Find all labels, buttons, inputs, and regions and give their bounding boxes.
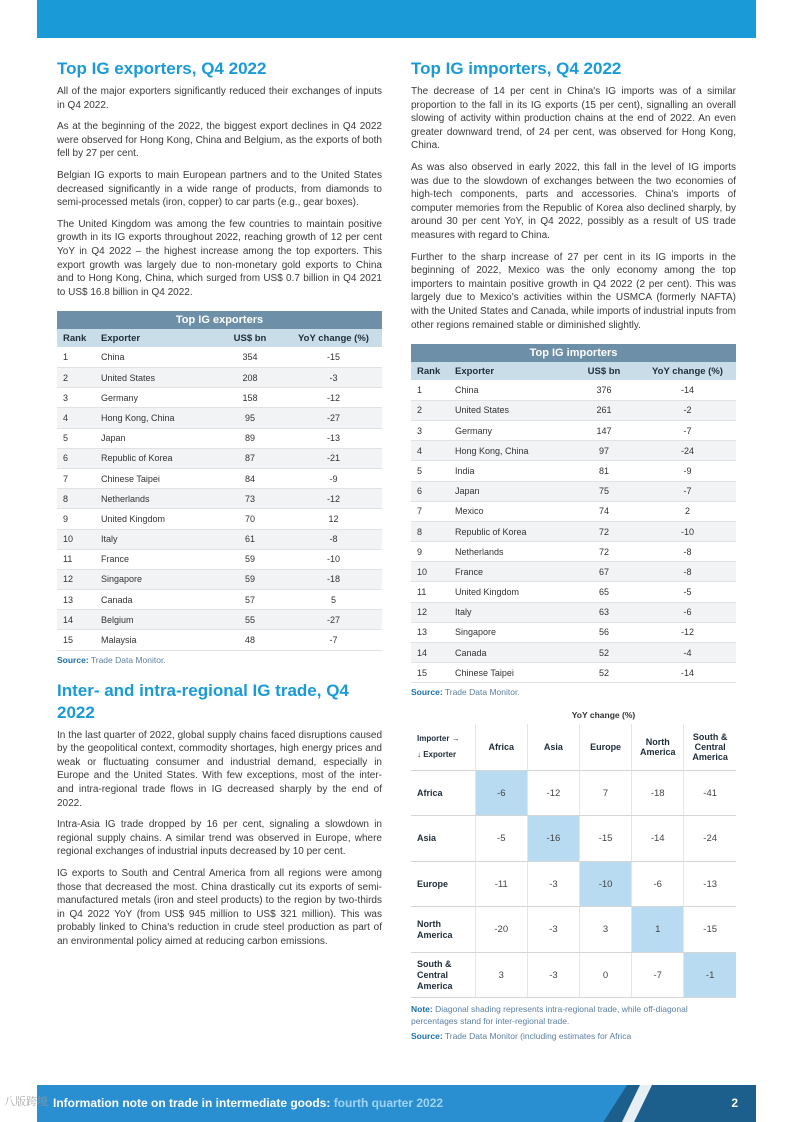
matrix-corner [411, 724, 475, 770]
table-row [411, 602, 736, 622]
table-cell: 7 [57, 468, 97, 488]
table-row [411, 481, 736, 501]
table-cell: 12 [411, 602, 451, 622]
table-cell: Japan [451, 481, 569, 501]
table-cell: 7 [411, 501, 451, 521]
table-cell: -6 [639, 602, 736, 622]
column-header: YoY change (%) [285, 329, 382, 347]
matrix-cell: 3 [580, 907, 632, 953]
table-cell: 12 [285, 509, 382, 529]
table-cell: -27 [285, 408, 382, 428]
table-cell: 57 [215, 590, 285, 610]
paragraph: The decrease of 14 per cent in China's IG imports was of a similar proportion to the fall in its IG exports (15 per cent), signalling an overall slowing of activity within production chains at the end of 2022. An even greater downward trend, of 24 per cent, was observed for Hong Kong, China. [411, 86, 736, 152]
matrix-cell: -41 [684, 770, 736, 816]
source-label: Source: [411, 687, 443, 698]
matrix-row-header: North America [411, 907, 475, 953]
matrix-cell: -5 [475, 816, 527, 862]
table-cell: -2 [639, 400, 736, 420]
paragraph: All of the major exporters significantly reduced their exchanges of inputs in Q4 2022. [57, 86, 382, 111]
table-cell: Canada [97, 590, 215, 610]
paragraph: In the last quarter of 2022, global supply chains faced disruptions caused by the geopolitical context, commodity shortages, high energy prices and weak or fluctuating consumer and industrial demand, especially in Europe and the United States. With few exceptions, most of the inter- and intra-regional trade flows in IG decreased sharply by the end of 2022. [57, 729, 382, 809]
table-cell: -13 [285, 428, 382, 448]
matrix-cell-intra: -10 [580, 861, 632, 907]
matrix-cell: -3 [527, 861, 579, 907]
table-cell: Hong Kong, China [451, 441, 569, 461]
table-cell: 11 [57, 549, 97, 569]
table-cell: 87 [215, 448, 285, 468]
table-cell: Hong Kong, China [97, 408, 215, 428]
matrix-row [411, 816, 736, 862]
table-cell: 15 [411, 663, 451, 683]
table-cell: 376 [569, 380, 639, 400]
table-cell: 74 [569, 501, 639, 521]
matrix-row-header: Africa [411, 770, 475, 816]
table-cell: India [451, 461, 569, 481]
table-row [411, 663, 736, 683]
matrix-cell: 0 [580, 952, 632, 998]
corner-exporter: ↓ Exporter [417, 750, 457, 760]
table-cell: 55 [215, 610, 285, 630]
table-row [411, 461, 736, 481]
table-cell: 95 [215, 408, 285, 428]
footer-title-accent: fourth quarter 2022 [333, 1096, 444, 1110]
note-label: Note: [411, 1004, 433, 1015]
top-importers-table [411, 344, 736, 683]
table-row [411, 380, 736, 400]
table-cell: 13 [411, 622, 451, 642]
table-cell: France [451, 562, 569, 582]
table-cell: -14 [639, 663, 736, 683]
regional-text [57, 729, 382, 949]
table-cell: 3 [57, 388, 97, 408]
table-cell: United States [451, 400, 569, 420]
table-cell: 15 [57, 630, 97, 650]
matrix-cell-intra: 1 [632, 907, 684, 953]
table-row [411, 441, 736, 461]
table-cell: 48 [215, 630, 285, 650]
table-cell: 72 [569, 521, 639, 541]
table-cell: 9 [57, 509, 97, 529]
matrix-title: YoY change (%) [571, 710, 636, 721]
table-cell: -12 [285, 489, 382, 509]
table-cell: 354 [215, 347, 285, 367]
column-header: YoY change (%) [639, 362, 736, 380]
importers-heading: Top IG importers, Q4 2022 [411, 59, 622, 78]
matrix-row [411, 770, 736, 816]
table-cell: 70 [215, 509, 285, 529]
table-cell: Germany [451, 420, 569, 440]
importers-text [411, 85, 736, 332]
table-cell: Netherlands [451, 542, 569, 562]
footer-title-main: Information note on trade in intermediate goods: [53, 1096, 331, 1110]
table-title: Top IG importers [411, 344, 736, 362]
table-cell: 9 [411, 542, 451, 562]
table-row [411, 622, 736, 642]
table-cell: United Kingdom [451, 582, 569, 602]
table-cell: 1 [411, 380, 451, 400]
exporters-heading: Top IG exporters, Q4 2022 [57, 59, 267, 78]
table-cell: 11 [411, 582, 451, 602]
table-row [411, 562, 736, 582]
table-cell: 158 [215, 388, 285, 408]
table-row [57, 448, 382, 468]
table-cell: 89 [215, 428, 285, 448]
watermark: 八版跨境 [4, 1096, 48, 1108]
matrix-note [411, 1004, 736, 1027]
matrix-column-header: Europe [580, 724, 632, 770]
column-header: Exporter [451, 362, 569, 380]
matrix-cell-intra: -6 [475, 770, 527, 816]
table-row [57, 388, 382, 408]
matrix-cell-intra: -1 [684, 952, 736, 998]
matrix-row [411, 907, 736, 953]
table-cell: 72 [569, 542, 639, 562]
matrix-row-header: South & Central America [411, 952, 475, 998]
table-cell: 10 [57, 529, 97, 549]
right-column [411, 58, 736, 1042]
corner-importer: Importer → [417, 734, 460, 744]
table-cell: 1 [57, 347, 97, 367]
table-cell: 65 [569, 582, 639, 602]
table-cell: China [97, 347, 215, 367]
column-header: Rank [57, 329, 97, 347]
table-cell: Singapore [97, 569, 215, 589]
footer-bar [37, 1085, 756, 1122]
table-cell: Italy [451, 602, 569, 622]
table-row [57, 529, 382, 549]
table-cell: 261 [569, 400, 639, 420]
table-cell: -10 [285, 549, 382, 569]
matrix-cell: -6 [632, 861, 684, 907]
matrix-cell: -14 [632, 816, 684, 862]
table-cell: Malaysia [97, 630, 215, 650]
table-cell: 52 [569, 643, 639, 663]
table-cell: 2 [57, 368, 97, 388]
matrix-cell: -24 [684, 816, 736, 862]
table-cell: 61 [215, 529, 285, 549]
table-cell: Canada [451, 643, 569, 663]
table-row [57, 630, 382, 650]
table-cell: 97 [569, 441, 639, 461]
table-cell: 12 [57, 569, 97, 589]
page-number: 2 [731, 1096, 738, 1110]
table-cell: 147 [569, 420, 639, 440]
paragraph: The United Kingdom was among the few countries to maintain positive growth in its IG exports throughout 2022, reaching growth of 12 per cent YoY in Q4 2022 – the highest increase among the top exporters. This export growth was largely due to non-monetary gold exports to China and to Hong Kong, China, which surged from US$ 0.7 billion in Q4 2021 to US$ 16.8 billion in Q4 2022. [57, 218, 382, 298]
table-cell: -9 [639, 461, 736, 481]
table-cell: 52 [569, 663, 639, 683]
matrix-cell: -15 [580, 816, 632, 862]
table-row [57, 509, 382, 529]
matrix-cell: -7 [632, 952, 684, 998]
footer-title [53, 1096, 443, 1110]
note-text: Diagonal shading represents intra-regional trade, while off-diagonal percentages stand for inter-regional trade. [411, 1004, 688, 1026]
column-header: US$ bn [215, 329, 285, 347]
matrix-column-header: Africa [475, 724, 527, 770]
table-cell: -3 [285, 368, 382, 388]
table-cell: -9 [285, 468, 382, 488]
top-banner [37, 0, 756, 38]
table-row [411, 420, 736, 440]
matrix-row-header: Asia [411, 816, 475, 862]
table-cell: 5 [57, 428, 97, 448]
matrix-source [411, 1031, 736, 1042]
table-cell: Germany [97, 388, 215, 408]
table-cell: -18 [285, 569, 382, 589]
table-row [411, 400, 736, 420]
top-exporters-table [57, 311, 382, 650]
table-cell: -10 [639, 521, 736, 541]
table-row [57, 610, 382, 630]
table-row [411, 501, 736, 521]
exporters-source [57, 655, 382, 666]
table-cell: Belgium [97, 610, 215, 630]
table-row [411, 643, 736, 663]
table-cell: Netherlands [97, 489, 215, 509]
matrix-cell: -15 [684, 907, 736, 953]
table-cell: 4 [411, 441, 451, 461]
table-cell: 56 [569, 622, 639, 642]
matrix-row [411, 952, 736, 998]
matrix-cell: 7 [580, 770, 632, 816]
table-row [411, 582, 736, 602]
column-header: Rank [411, 362, 451, 380]
table-cell: 84 [215, 468, 285, 488]
table-cell: -7 [639, 481, 736, 501]
table-cell: Japan [97, 428, 215, 448]
table-row [57, 368, 382, 388]
table-cell: Chinese Taipei [451, 663, 569, 683]
footer-stripe [622, 1085, 652, 1122]
table-cell: 10 [411, 562, 451, 582]
table-row [57, 408, 382, 428]
table-cell: 59 [215, 569, 285, 589]
table-cell: -14 [639, 380, 736, 400]
table-cell: -8 [285, 529, 382, 549]
table-cell: 14 [411, 643, 451, 663]
table-cell: -8 [639, 542, 736, 562]
table-cell: -8 [639, 562, 736, 582]
regional-heading: Inter- and intra-regional IG trade, Q4 2022 [57, 680, 349, 722]
table-cell: -12 [285, 388, 382, 408]
table-cell: 67 [569, 562, 639, 582]
table-cell: China [451, 380, 569, 400]
source-text: Trade Data Monitor (including estimates for Africa [444, 1031, 632, 1042]
table-row [57, 347, 382, 367]
table-row [57, 569, 382, 589]
regional-matrix [411, 710, 736, 1042]
source-label: Source: [57, 654, 89, 665]
table-cell: 2 [411, 400, 451, 420]
paragraph: IG exports to South and Central America from all regions were among those that decreased the most. China drastically cut its exports of semi-manufactured metals (iron and steel products) to the region by two-thirds in Q4 2022 YoY (from US$ 945 million to US$ 321 million). This was probably linked to China's reduction in crude steel production as part of an environmental policy aimed at reducing carbon emissions. [57, 867, 382, 947]
table-row [411, 521, 736, 541]
paragraph: Intra-Asia IG trade dropped by 16 per cent, signaling a slowdown in regional supply chains. A similar trend was observed in Europe, where regional exchanges of industrial inputs decreased by 10 per cent. [57, 819, 382, 858]
table-cell: United States [97, 368, 215, 388]
matrix-row-header: Europe [411, 861, 475, 907]
table-cell: 14 [57, 610, 97, 630]
matrix-cell: -3 [527, 907, 579, 953]
table-cell: 4 [57, 408, 97, 428]
table-cell: 59 [215, 549, 285, 569]
exporters-text [57, 85, 382, 299]
table-title: Top IG exporters [57, 311, 382, 329]
table-cell: Singapore [451, 622, 569, 642]
table-cell: United Kingdom [97, 509, 215, 529]
table-cell: 13 [57, 590, 97, 610]
matrix-cell: -18 [632, 770, 684, 816]
matrix-cell: -11 [475, 861, 527, 907]
regional-matrix-table [411, 724, 736, 998]
table-cell: Republic of Korea [97, 448, 215, 468]
table-cell: -4 [639, 643, 736, 663]
table-cell: 8 [57, 489, 97, 509]
paragraph: As at the beginning of the 2022, the biggest export declines in Q4 2022 were observed for Hong Kong, China and Belgium, as the exports of both fell by 27 per cent. [57, 121, 382, 160]
table-cell: 5 [411, 461, 451, 481]
matrix-cell: -12 [527, 770, 579, 816]
column-header: Exporter [97, 329, 215, 347]
table-row [57, 428, 382, 448]
table-row [57, 590, 382, 610]
source-label: Source: [411, 1031, 443, 1042]
table-cell: -24 [639, 441, 736, 461]
table-cell: 6 [411, 481, 451, 501]
table-cell: Italy [97, 529, 215, 549]
matrix-cell: -20 [475, 907, 527, 953]
table-cell: -7 [639, 420, 736, 440]
table-cell: France [97, 549, 215, 569]
paragraph: Belgian IG exports to main European partners and to the United States decreased significantly in a wide range of products, from diamonds to semi-processed metals (iron, copper) to car parts (e.g., gear boxes). [57, 169, 382, 209]
table-cell: 5 [285, 590, 382, 610]
table-cell: 3 [411, 420, 451, 440]
left-column [57, 58, 382, 957]
table-cell: Chinese Taipei [97, 468, 215, 488]
table-cell: -7 [285, 630, 382, 650]
source-text: Trade Data Monitor. [444, 687, 520, 698]
table-cell: -12 [639, 622, 736, 642]
table-cell: 208 [215, 368, 285, 388]
matrix-column-header: Asia [527, 724, 579, 770]
table-cell: -15 [285, 347, 382, 367]
table-cell: 81 [569, 461, 639, 481]
matrix-cell-intra: -16 [527, 816, 579, 862]
table-cell: 6 [57, 448, 97, 468]
source-text: Trade Data Monitor. [90, 654, 166, 665]
importers-source [411, 687, 736, 698]
table-cell: 75 [569, 481, 639, 501]
table-cell: 2 [639, 501, 736, 521]
table-cell: -5 [639, 582, 736, 602]
matrix-cell: 3 [475, 952, 527, 998]
table-row [57, 489, 382, 509]
matrix-row [411, 861, 736, 907]
table-cell: -27 [285, 610, 382, 630]
paragraph: As was also observed in early 2022, this fall in the level of IG imports was due to the slowdown of exchanges between the two economies of high-tech components, parts and accessories. China's imports of computer memories from the Republic of Korea also declined sharply, by around 30 per cent YoY, in Q4 2022, possibly as a result of US trade measures with regard to China. [411, 161, 736, 241]
table-cell: Republic of Korea [451, 521, 569, 541]
table-cell: -21 [285, 448, 382, 468]
table-cell: 73 [215, 489, 285, 509]
table-cell: 8 [411, 521, 451, 541]
matrix-column-header: South & Central America [684, 724, 736, 770]
table-row [57, 549, 382, 569]
matrix-column-header: North America [632, 724, 684, 770]
table-cell: 63 [569, 602, 639, 622]
column-header: US$ bn [569, 362, 639, 380]
paragraph: Further to the sharp increase of 27 per cent in its IG imports in the beginning of 2022, Mexico was the only economy among the top importers to maintain positive growth in Q4 2022 (2 per cent). This was largely due to Mexico's activities within the USMCA (formerly NAFTA) with the United States and Canada, while imports of industrial inputs from other regions remained stable or diminished slightly. [411, 251, 736, 331]
matrix-cell: -3 [527, 952, 579, 998]
table-row [411, 542, 736, 562]
table-cell: Mexico [451, 501, 569, 521]
table-row [57, 468, 382, 488]
matrix-cell: -13 [684, 861, 736, 907]
